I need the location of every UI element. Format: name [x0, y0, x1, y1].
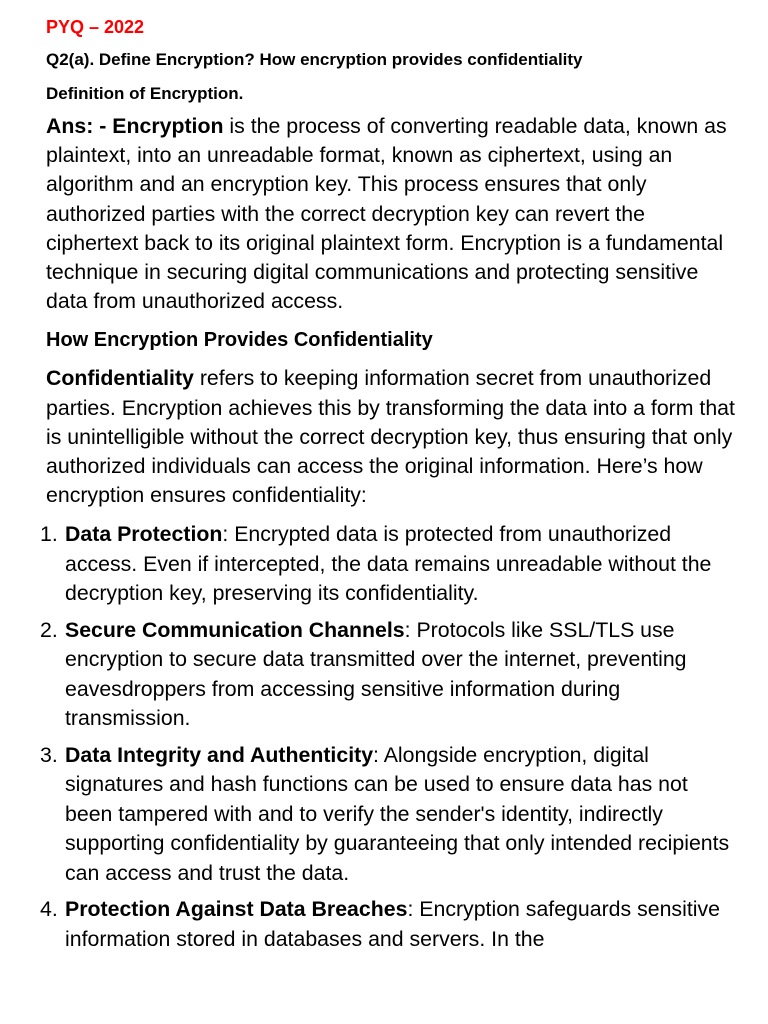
- list-item: [40, 616, 740, 734]
- pyq-label: PYQ – 2022: [46, 17, 145, 37]
- question-heading: Q2(a). Define Encryption? How encryption provides confidentiality: [46, 50, 583, 69]
- list-item-text: : Encrypted data is protected from unauthorized access. Even if intercepted, the data remains unreadable without the decryption key, preserving its confidentiality.: [65, 522, 712, 606]
- list-item: [40, 741, 740, 889]
- list-item-text: : Protocols like SSL/TLS use encryption to secure data transmitted over the internet, preventing eavesdroppers from accessing sensitive information during transmission.: [65, 617, 687, 731]
- confidentiality-heading: How Encryption Provides Confidentiality: [46, 329, 433, 352]
- list-item-title: Secure Communication Channels: [65, 617, 405, 642]
- list-item-number: 2.: [40, 617, 58, 642]
- encryption-term: Encryption: [112, 114, 224, 138]
- confidentiality-term: Confidentiality: [46, 366, 194, 391]
- list-item: [40, 895, 740, 954]
- confidentiality-paragraph: [46, 364, 740, 510]
- list-item-title: Data Protection: [65, 522, 223, 547]
- confidentiality-points-list: [40, 520, 740, 954]
- list-item-number: 3.: [40, 742, 58, 767]
- list-item-number: 1.: [40, 522, 58, 547]
- answer-prefix: Ans: -: [46, 114, 113, 138]
- definition-heading: Definition of Encryption.: [46, 84, 244, 103]
- list-item-title: Protection Against Data Breaches: [65, 897, 408, 922]
- confidentiality-text: refers to keeping information secret from unauthorized parties. Encryption achieves this by transforming the data into a form that is unintelligible without the correct decryption key, thus ensuring that only authorized individuals can access the original information. Here’s how encryption ensures confidentiality:: [46, 366, 735, 508]
- list-item: [40, 520, 740, 609]
- list-item-text: : Alongside encryption, digital signatures and hash functions can be used to ensure data has not been tampered with and to verify the sender's identity, indirectly supporting confidentiality by guaranteeing that only intended recipients can access and trust the data.: [65, 742, 730, 885]
- list-item-number: 4.: [40, 897, 58, 922]
- answer-paragraph: [46, 112, 740, 316]
- list-item-text: : Encryption safeguards sensitive information stored in databases and servers. In the: [65, 897, 720, 951]
- answer-text: is the process of converting readable data, known as plaintext, into an unreadable format, known as ciphertext, using an algorithm and an encryption key. This process ensures that only authorized parties with the correct decryption key can revert the ciphertext back to its original plaintext form. Encryption is a fundamental technique in securing digital communications and protecting sensitive data from unauthorized access.: [46, 114, 727, 314]
- list-item-title: Data Integrity and Authenticity: [65, 742, 374, 767]
